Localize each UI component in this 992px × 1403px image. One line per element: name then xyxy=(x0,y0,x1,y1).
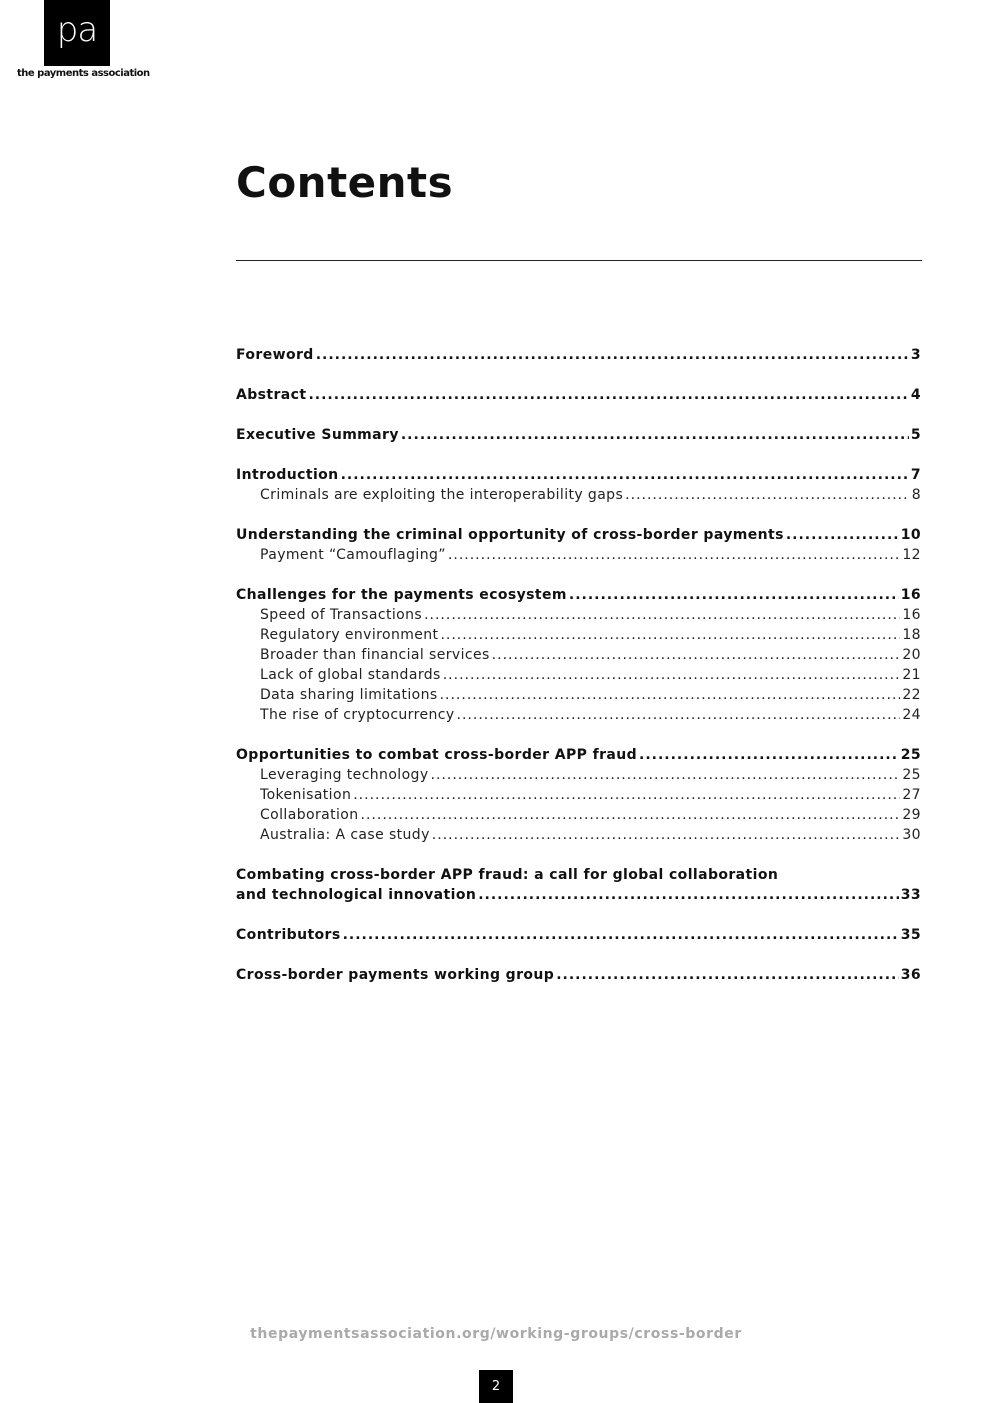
toc-entry-label: Data sharing limitations xyxy=(260,687,438,703)
toc-entry-page: 20 xyxy=(902,647,921,663)
toc-entry-page: 24 xyxy=(902,707,921,723)
title-divider xyxy=(236,260,922,261)
dot-leader xyxy=(353,785,900,805)
toc-subentry[interactable] xyxy=(236,625,921,645)
toc-entry-label: Speed of Transactions xyxy=(260,607,423,623)
toc-entry-label: Introduction xyxy=(236,467,339,483)
logo-name: the payments association xyxy=(17,68,150,79)
toc-entry-label: Understanding the criminal opportunity of cross-border payments xyxy=(236,527,784,543)
toc-subentry[interactable] xyxy=(236,545,921,565)
toc-entry-page: 25 xyxy=(900,747,921,763)
toc-entry-label: Criminals are exploiting the interoperability gaps xyxy=(260,487,624,503)
dot-leader xyxy=(492,645,901,665)
toc-entry-page: 4 xyxy=(910,387,921,403)
toc-section xyxy=(236,965,921,985)
toc-entry-page: 12 xyxy=(902,547,921,563)
toc-subentry[interactable] xyxy=(236,765,921,785)
toc-entry-label: Challenges for the payments ecosystem xyxy=(236,587,567,603)
toc-entry[interactable] xyxy=(236,885,921,905)
toc-entry-page: 27 xyxy=(902,787,921,803)
toc-entry-page: 16 xyxy=(902,607,921,623)
toc-entry-label: and technological innovation xyxy=(236,887,477,903)
page-title: Contents xyxy=(236,158,454,207)
toc-entry-page: 21 xyxy=(902,667,921,683)
toc-entry-label: Regulatory environment xyxy=(260,627,439,643)
toc-entry-label: The rise of cryptocurrency xyxy=(260,707,455,723)
toc-entry[interactable] xyxy=(236,965,921,985)
toc-entry[interactable] xyxy=(236,345,921,365)
toc-section xyxy=(236,525,921,565)
toc-entry-label: Cross-border payments working group xyxy=(236,967,555,983)
dot-leader xyxy=(401,425,909,445)
dot-leader xyxy=(424,605,900,625)
dot-leader xyxy=(786,525,899,545)
dot-leader xyxy=(361,805,901,825)
toc-entry[interactable] xyxy=(236,465,921,485)
toc-entry-page: 18 xyxy=(902,627,921,643)
toc-entry[interactable] xyxy=(236,745,921,765)
toc-subentry[interactable] xyxy=(236,645,921,665)
toc-entry-page: 33 xyxy=(900,887,921,903)
toc-subentry[interactable] xyxy=(236,705,921,725)
toc-entry-page: 25 xyxy=(902,767,921,783)
toc-subentry[interactable] xyxy=(236,485,921,505)
toc-entry-page: 16 xyxy=(900,587,921,603)
toc-entry-label: Foreword xyxy=(236,347,314,363)
toc-subentry[interactable] xyxy=(236,805,921,825)
toc-entry-page: 7 xyxy=(910,467,921,483)
dot-leader xyxy=(343,925,899,945)
footer-url-link[interactable]: thepaymentsassociation.org/working-groups/cross-border xyxy=(250,1326,742,1342)
toc-subentry[interactable] xyxy=(236,605,921,625)
toc-section xyxy=(236,925,921,945)
toc-subentry[interactable] xyxy=(236,825,921,845)
toc-entry-page: 5 xyxy=(910,427,921,443)
toc-entry-label: Tokenisation xyxy=(260,787,352,803)
toc-entry-label: Payment “Camouflaging” xyxy=(260,547,446,563)
toc-entry-page: 10 xyxy=(900,527,921,543)
toc-entry-label: Australia: A case study xyxy=(260,827,430,843)
toc-section xyxy=(236,345,921,365)
toc-entry[interactable] xyxy=(236,385,921,405)
toc-entry-page: 8 xyxy=(911,487,921,503)
toc-section xyxy=(236,865,921,905)
toc-entry-page: 22 xyxy=(902,687,921,703)
toc-entry[interactable] xyxy=(236,425,921,445)
toc-entry-page: 36 xyxy=(900,967,921,983)
dot-leader xyxy=(440,625,900,645)
toc-section xyxy=(236,745,921,845)
toc-entry-label: Abstract xyxy=(236,387,307,403)
toc-section xyxy=(236,385,921,405)
dot-leader xyxy=(556,965,899,985)
toc-subentry[interactable] xyxy=(236,665,921,685)
toc-entry-title-line[interactable]: Combating cross-border APP fraud: a call for global collaboration xyxy=(236,867,779,883)
dot-leader xyxy=(625,485,910,505)
toc-subentry[interactable] xyxy=(236,685,921,705)
toc-section xyxy=(236,465,921,505)
toc-section xyxy=(236,425,921,445)
toc-entry[interactable] xyxy=(236,525,921,545)
toc-entry-label: Leveraging technology xyxy=(260,767,429,783)
toc-entry-page: 29 xyxy=(902,807,921,823)
dot-leader xyxy=(316,345,909,365)
toc-entry[interactable] xyxy=(236,585,921,605)
dot-leader xyxy=(432,825,901,845)
dot-leader xyxy=(457,705,901,725)
toc-entry-label: Executive Summary xyxy=(236,427,399,443)
dot-leader xyxy=(431,765,901,785)
toc-entry-label: Broader than financial services xyxy=(260,647,490,663)
toc-subentry[interactable] xyxy=(236,785,921,805)
toc-entry[interactable] xyxy=(236,925,921,945)
toc-section xyxy=(236,585,921,725)
toc-entry-page: 35 xyxy=(900,927,921,943)
dot-leader xyxy=(448,545,900,565)
dot-leader xyxy=(308,385,908,405)
dot-leader xyxy=(341,465,909,485)
dot-leader xyxy=(440,685,901,705)
dot-leader xyxy=(443,665,901,685)
toc-entry-label: Collaboration xyxy=(260,807,359,823)
toc-entry-label: Opportunities to combat cross-border APP fraud xyxy=(236,747,638,763)
table-of-contents xyxy=(236,345,921,1005)
toc-entry-page: 3 xyxy=(910,347,921,363)
toc-entry-page: 30 xyxy=(902,827,921,843)
logo-mark: pa xyxy=(44,0,110,66)
toc-entry-label: Lack of global standards xyxy=(260,667,441,683)
dot-leader xyxy=(639,745,899,765)
dot-leader xyxy=(569,585,899,605)
toc-entry-label: Contributors xyxy=(236,927,341,943)
page-number: 2 xyxy=(479,1370,513,1403)
dot-leader xyxy=(478,885,898,905)
